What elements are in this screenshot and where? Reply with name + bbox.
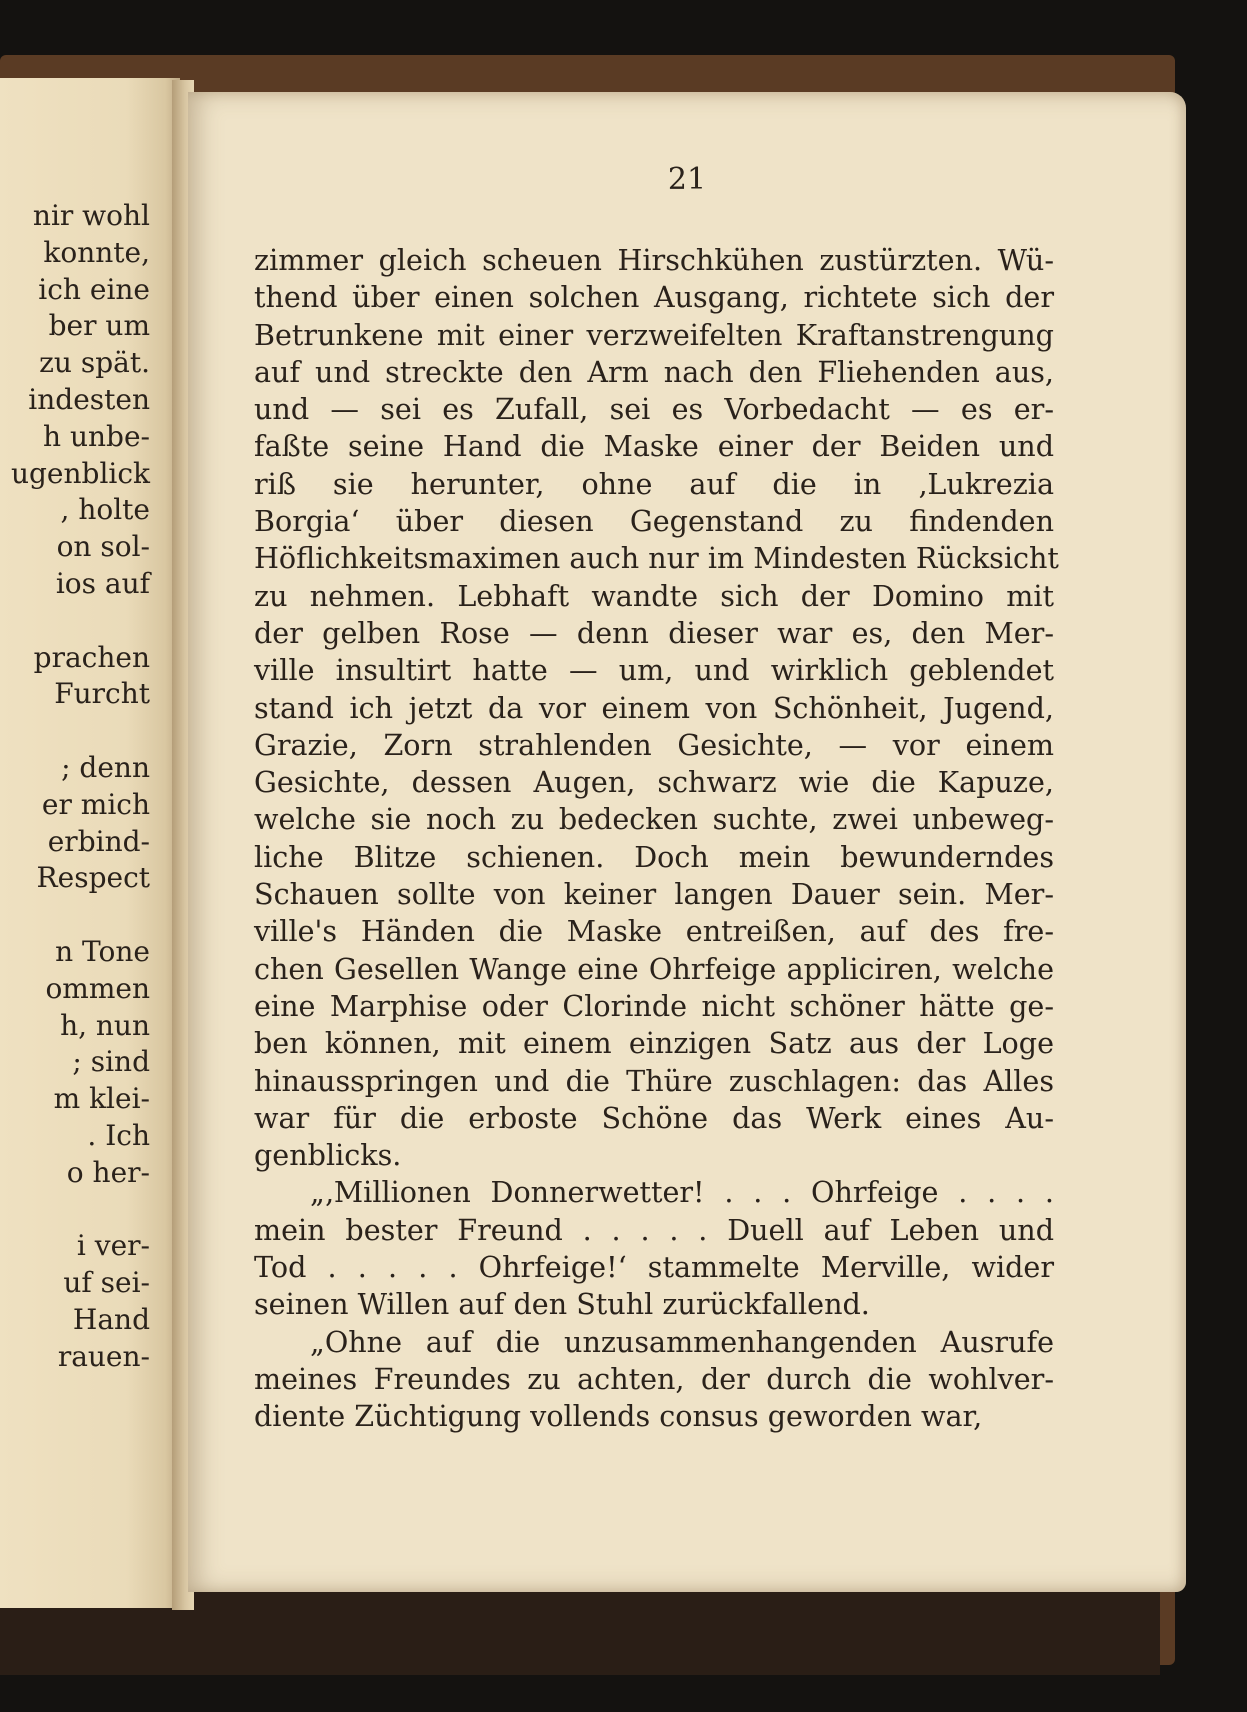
facing-text-line: , holte (60, 493, 150, 527)
facing-text-line: ; sind (72, 1045, 150, 1079)
facing-text-line: on sol- (56, 530, 150, 564)
facing-text-line: o her- (66, 1155, 150, 1189)
text-line: Schauen sollte von keiner langen Dauer sein. Mer- (254, 877, 1054, 912)
text-line: eine Marphise oder Clorinde nicht schöner hätte ge- (254, 988, 1054, 1023)
facing-text-line: ugenblick (10, 456, 150, 490)
facing-text-line: zu spät. (39, 346, 150, 380)
facing-text-line: n Tone (55, 934, 150, 968)
text-line: Höflichkeitsmaximen auch nur im Mindesten Rücksicht (254, 541, 1059, 576)
facing-text-line: . Ich (87, 1118, 150, 1152)
text-line: thend über einen solchen Ausgang, richtete sich der (254, 280, 1054, 315)
facing-text-line: Respect (36, 861, 150, 895)
facing-page-left (0, 78, 180, 1608)
facing-text-line: ber um (48, 309, 150, 343)
text-line: riß sie herunter, ohne auf die in ‚Lukrezia (254, 466, 1054, 501)
text-line: „Ohne auf die unzusammenhangenden Ausrufe (310, 1324, 1054, 1359)
facing-text-line: konnte, (43, 235, 150, 269)
facing-page-text (0, 198, 150, 1376)
text-line: Betrunkene mit einer verzweifelten Kraftanstrengung (254, 317, 1054, 352)
text-line: und — sei es Zufall, sei es Vorbedacht — es er- (254, 392, 1054, 427)
facing-text-line: ; denn (61, 750, 150, 784)
text-line: genblicks. (254, 1138, 402, 1173)
text-line: auf und streckte den Arm nach den Fliehenden aus, (254, 354, 1054, 389)
facing-text-line: Hand (72, 1302, 150, 1336)
facing-text-line: h unbe- (43, 419, 150, 453)
text-line: Tod . . . . . Ohrfeige!‘ stammelte Merville, wider (254, 1250, 1054, 1285)
text-line: stand ich jetzt da vor einem von Schönheit, Jugend, (254, 690, 1054, 725)
facing-text-line: ich eine (38, 272, 150, 306)
facing-text-line: indesten (28, 382, 150, 416)
facing-text-line: uf sei- (63, 1266, 150, 1300)
facing-text-line (0, 1192, 150, 1229)
facing-text-line: m klei- (53, 1082, 150, 1116)
text-line: diente Züchtigung vollends consus geworden war, (254, 1399, 983, 1434)
text-line: meines Freundes zu achten, der durch die wohlver- (254, 1361, 1054, 1396)
facing-text-line (0, 713, 150, 750)
facing-text-line (0, 603, 150, 640)
text-line: „‚Millionen Donnerwetter! . . . Ohrfeige . . . . (310, 1175, 1054, 1210)
facing-text-line: i ver- (76, 1229, 150, 1263)
text-line: Borgia‘ über diesen Gegenstand zu findenden (254, 504, 1054, 539)
text-line: zu nehmen. Lebhaft wandte sich der Domino mit (254, 578, 1054, 613)
facing-text-line: er mich (41, 787, 150, 821)
text-line: chen Gesellen Wange eine Ohrfeige appliciren, welche (254, 951, 1054, 986)
text-line: mein bester Freund . . . . . Duell auf Leben und (254, 1212, 1054, 1247)
page-right (188, 92, 1186, 1592)
facing-text-line: prachen (33, 640, 150, 674)
text-line: hinausspringen und die Thüre zuschlagen: das Alles (254, 1063, 1054, 1098)
page-number: 21 (667, 162, 707, 197)
facing-text-line: rauen- (57, 1339, 150, 1373)
facing-text-line: Furcht (54, 677, 150, 711)
text-line: ville insultirt hatte — um, und wirklich geblendet (254, 653, 1054, 688)
text-line: zimmer gleich scheuen Hirschkühen zustürzten. Wü- (254, 243, 1054, 277)
text-line: faßte seine Hand die Maske einer der Beiden und (254, 429, 1054, 464)
text-line: ben können, mit einem einzigen Satz aus der Loge (254, 1026, 1054, 1061)
text-line: war für die erboste Schöne das Werk eines Au- (254, 1100, 1054, 1135)
facing-text-line: ios auf (55, 566, 150, 600)
facing-text-line: h, nun (60, 1008, 150, 1042)
facing-text-line: nir wohl (32, 199, 150, 232)
text-line: Gesichte, dessen Augen, schwarz wie die Kapuze, (254, 765, 1054, 800)
text-line: seinen Willen auf den Stuhl zurückfallend. (254, 1287, 870, 1322)
facing-text-line: ommen (45, 971, 150, 1005)
facing-text-line (0, 897, 150, 934)
facing-text-line: erbind- (47, 824, 150, 858)
page-body-text (254, 242, 1059, 1436)
text-line: liche Blitze schienen. Doch mein bewunderndes (254, 839, 1054, 874)
text-line: der gelben Rose — denn dieser war es, den Mer- (254, 615, 1054, 650)
text-line: ville's Händen die Maske entreißen, auf des fre- (254, 914, 1054, 949)
text-line: welche sie noch zu bedecken suchte, zwei unbeweg- (254, 802, 1054, 837)
text-line: Grazie, Zorn strahlenden Gesichte, — vor einem (254, 727, 1054, 762)
